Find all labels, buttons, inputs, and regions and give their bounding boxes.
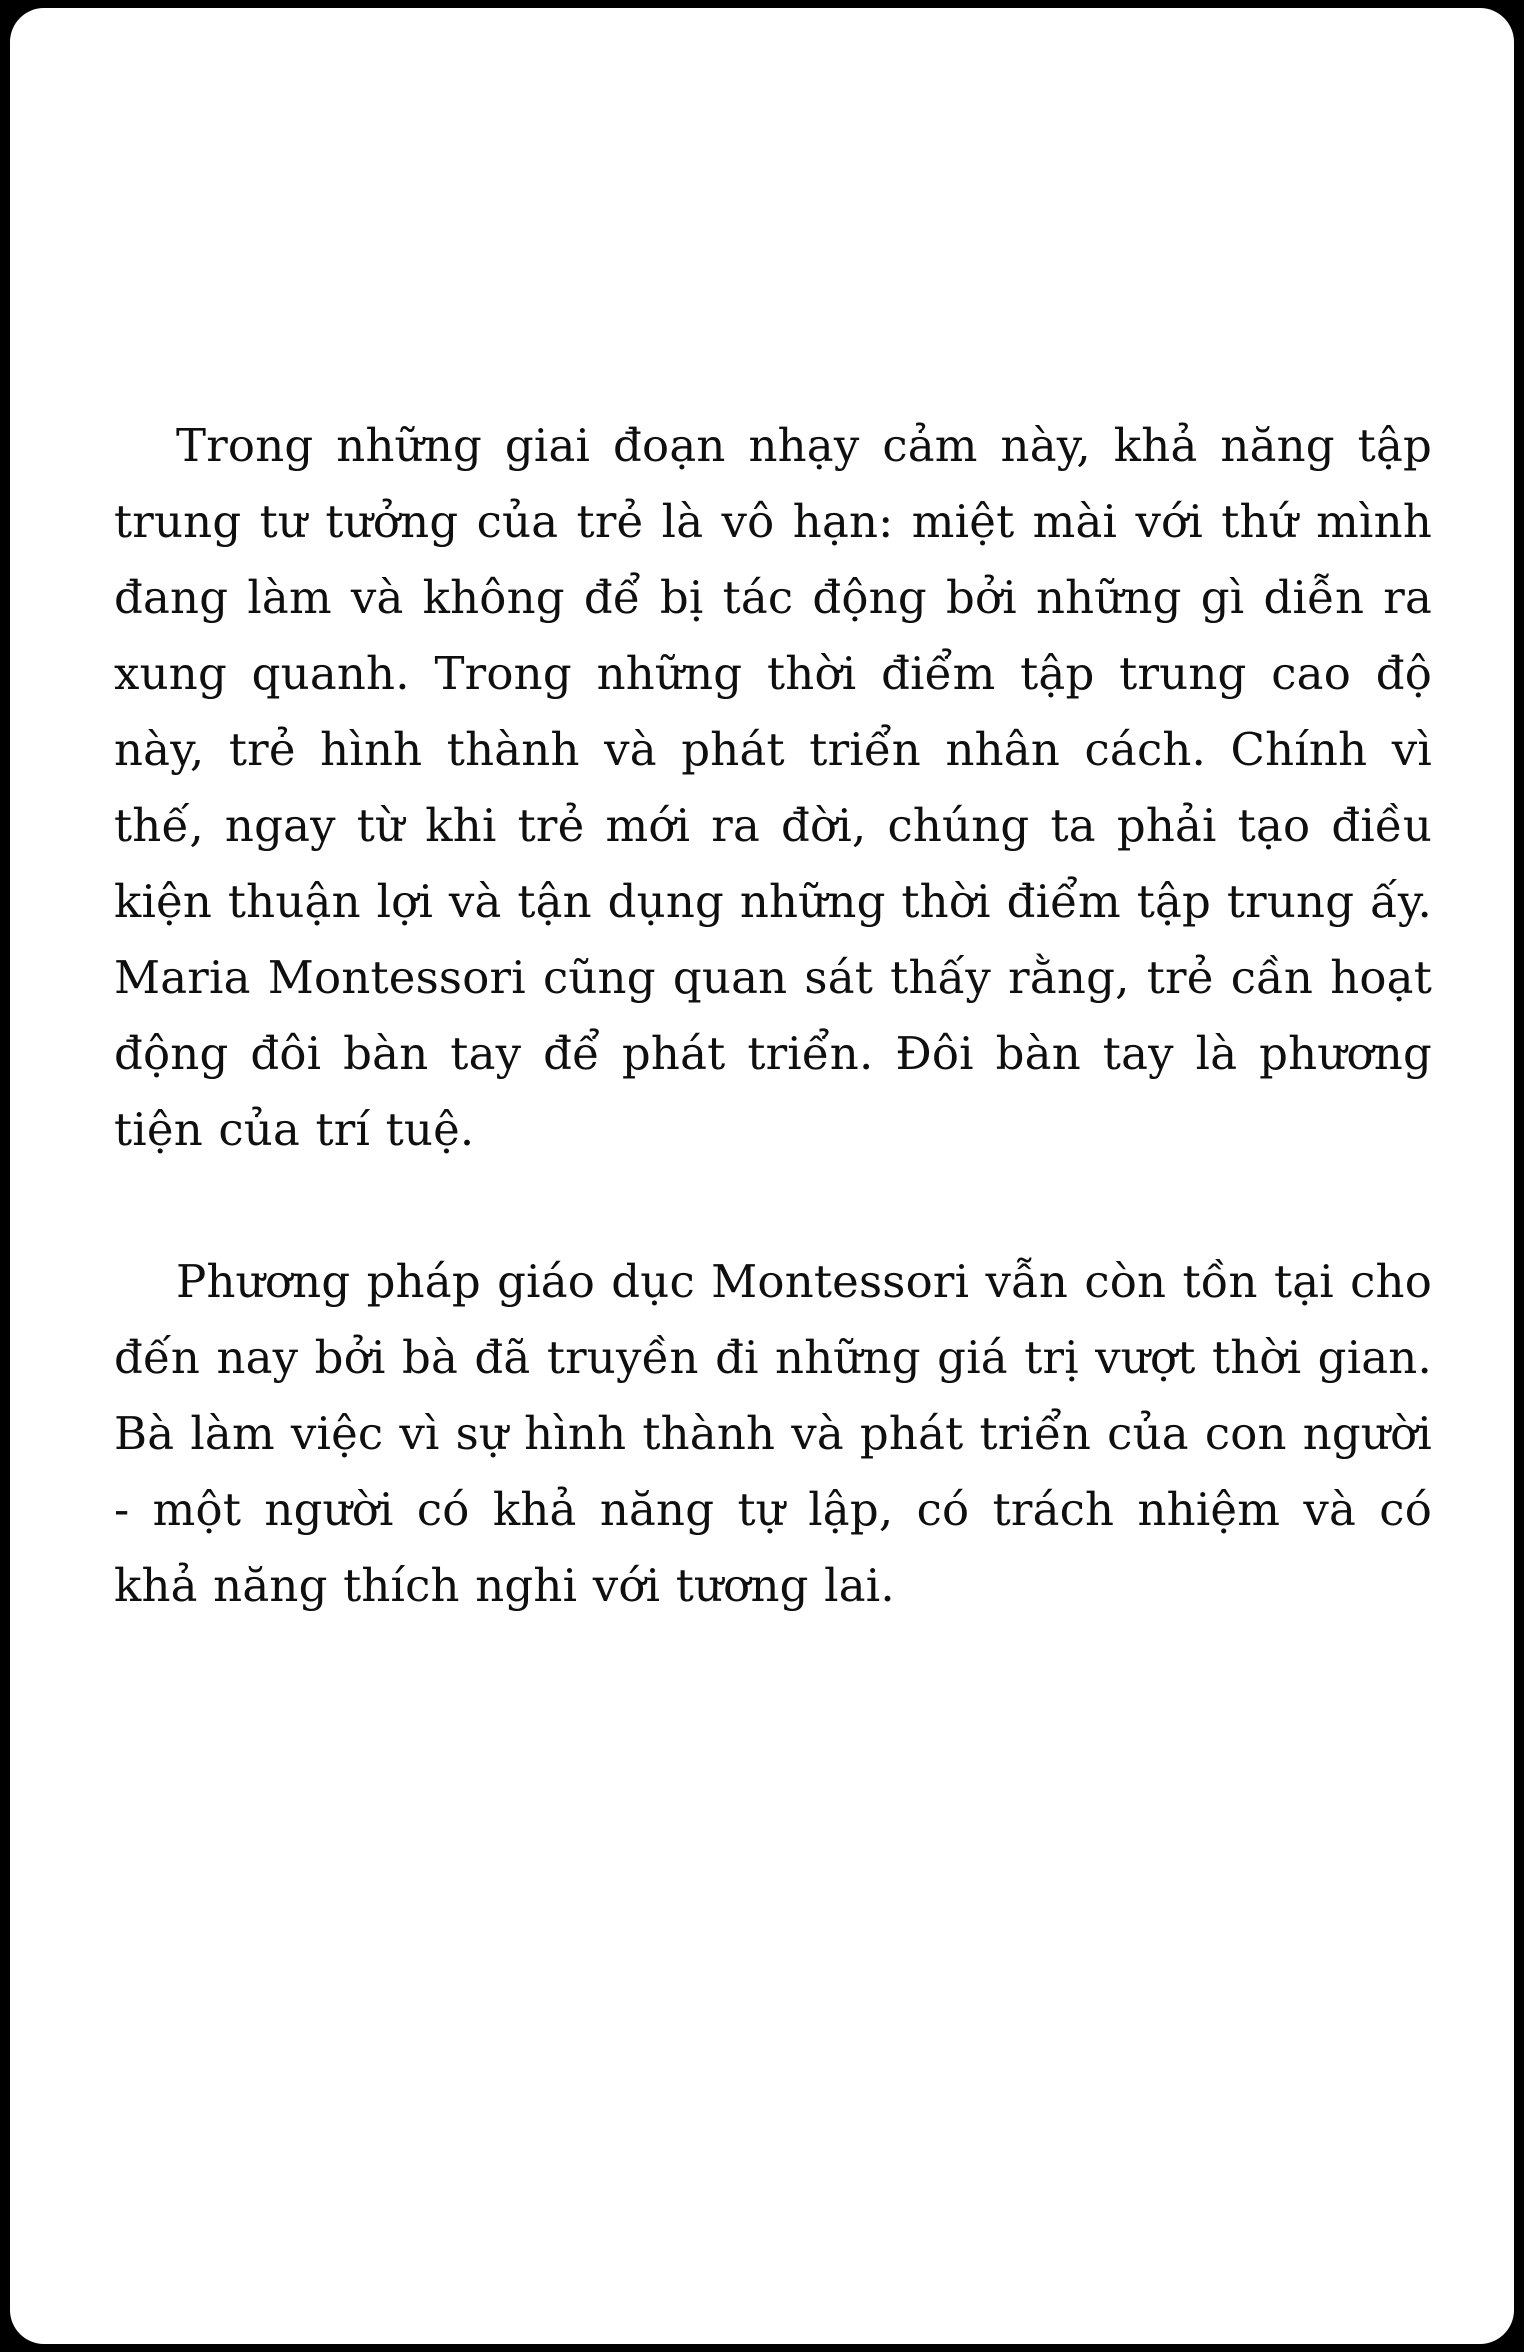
- paragraph: Phương pháp giáo dục Montessori vẫn còn tồn tại cho đến nay bởi bà đã truyền đi những giá trị vượt thời gian. Bà làm việc vì sự hình thành và phát triển của con người - một người có khả năng tự lập, có trách nhiệm và có khả năng thích nghi với tương lai.: [114, 1255, 1432, 1612]
- book-page: [10, 8, 1514, 2344]
- page-text-content: [114, 408, 1464, 1624]
- paragraph: Trong những giai đoạn nhạy cảm này, khả năng tập trung tư tưởng của trẻ là vô hạn: miệt mài với thứ mình đang làm và không để bị tác động bởi những gì diễn ra xung quanh. Trong những thời điểm tập trung cao độ này, trẻ hình thành và phát triển nhân cách. Chính vì thế, ngay từ khi trẻ mới ra đời, chúng ta phải tạo điều kiện thuận lợi và tận dụng những thời điểm tập trung ấy. Maria Montessori cũng quan sát thấy rằng, trẻ cần hoạt động đôi bàn tay để phát triển. Đôi bàn tay là phương tiện của trí tuệ.: [114, 419, 1432, 1156]
